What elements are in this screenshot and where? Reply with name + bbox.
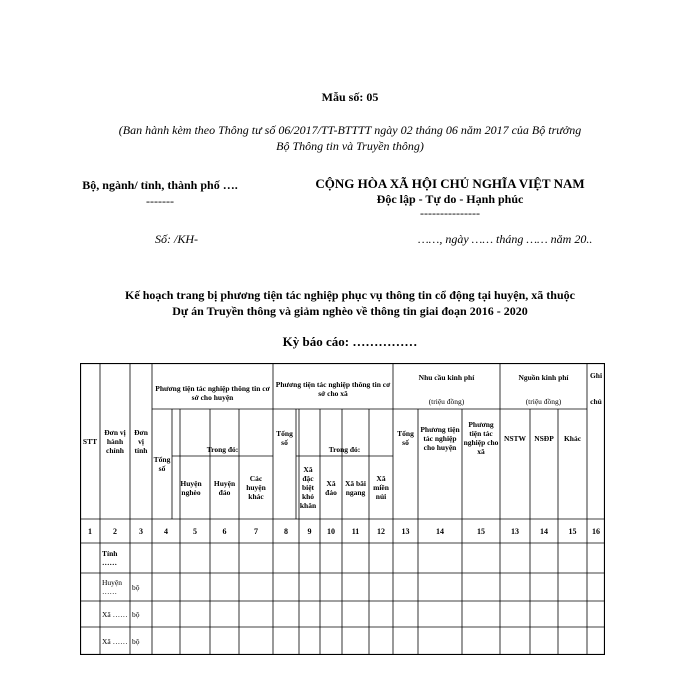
- header-nstw: NSTW: [503, 433, 527, 443]
- header-notes-1: Ghi: [589, 370, 603, 380]
- header-funding-need: Nhu cầu kinh phí: [418, 372, 475, 382]
- header-poor-district: Huyện nghèo: [180, 478, 202, 497]
- header-need-district-equipment: Phương tiện tác nghiệp cho huyện: [420, 424, 460, 452]
- header-need-total: Tổng số: [397, 429, 414, 447]
- col-number: 10: [327, 526, 335, 536]
- col-number: 7: [254, 526, 258, 536]
- header-unit-admin: Đơn vị hành chính: [104, 427, 126, 455]
- equipment-plan-table: [80, 363, 605, 655]
- document-number: Số: /KH-: [155, 232, 198, 246]
- col-number: 14: [540, 526, 548, 536]
- header-unit-calc: Đơn vị tính: [134, 427, 148, 455]
- header-notes-2: chú: [590, 396, 602, 406]
- header-funding-need-unit: (triệu đồng): [428, 396, 465, 406]
- col-number: 6: [222, 526, 227, 536]
- header-commune-group: Phương tiện tác nghiệp thông tin cơ sở cho xã: [275, 380, 391, 398]
- header-stt: STT: [82, 436, 98, 446]
- col-number: 13: [511, 526, 519, 536]
- col-number: 9: [307, 526, 312, 536]
- col-number: 13: [401, 526, 410, 536]
- row-calc-commune: bộ: [132, 636, 140, 646]
- header-mountain-commune: Xã miền núi: [373, 474, 389, 501]
- col-number: 14: [436, 526, 444, 536]
- header-district-of-which: Trong đó:: [206, 445, 239, 454]
- place-date: ……, ngày …… tháng …… năm 20..: [418, 232, 593, 246]
- row-calc-commune: bộ: [132, 609, 140, 619]
- header-funding-source: Nguồn kinh phí: [518, 372, 569, 382]
- col-number: 1: [88, 526, 92, 536]
- col-number: 4: [164, 526, 168, 536]
- header-funding-source-unit: (triệu đồng): [525, 396, 562, 406]
- agency-separator: -------: [146, 194, 174, 208]
- motto-separator: ---------------: [420, 206, 480, 220]
- plan-title-line2: Dự án Truyền thông và giảm nghèo về thông tin giai đoạn 2016 - 2020: [172, 304, 528, 318]
- col-number: 2: [113, 526, 117, 536]
- header-need-commune-equipment: Phương tiện tác nghiệp cho xã: [463, 420, 499, 456]
- plan-title: [60, 287, 640, 319]
- row-unit-province: Tỉnh ……: [102, 549, 118, 567]
- report-period: Kỳ báo cáo: ……………: [282, 334, 418, 349]
- nation-name: CỘNG HÒA XÃ HỘI CHỦ NGHĨA VIỆT NAM: [315, 176, 585, 191]
- header-coastal-commune: Xã bãi ngang: [344, 478, 367, 497]
- header-other-district: Các huyện khác: [246, 474, 266, 501]
- header-other-source: Khác: [563, 433, 582, 443]
- col-number: 3: [139, 526, 143, 536]
- row-calc-district: bộ: [132, 582, 140, 592]
- header-commune-of-which: Trong đó:: [328, 445, 361, 454]
- header-district-group: Phương tiện tác nghiệp thông tin cơ sở cho huyện: [155, 384, 270, 402]
- col-number: 11: [351, 526, 360, 536]
- header-commune-total: Tổng số: [276, 429, 293, 447]
- national-motto: Độc lập - Tự do - Hạnh phúc: [376, 192, 524, 206]
- issuance-note-line1: (Ban hành kèm theo Thông tư số 06/2017/TT-BTTTT ngày 02 tháng 06 năm 2017 của Bộ trưởng: [118, 123, 582, 137]
- header-island-district: Huyện đảo: [213, 478, 236, 497]
- row-unit-commune: Xã ……: [102, 609, 128, 619]
- header-nsdp: NSĐP: [534, 433, 554, 443]
- col-number: 16: [592, 526, 600, 536]
- header-district-total: Tổng số: [153, 455, 171, 473]
- plan-title-line1: Kế hoạch trang bị phương tiện tác nghiệp phục vụ thông tin cổ động tại huyện, xã thuộc: [125, 288, 575, 302]
- issuance-note-line2: Bộ Thông tin và Truyền thông): [276, 139, 424, 153]
- row-unit-district: Huyện ……: [102, 578, 122, 596]
- col-number: 15: [477, 526, 485, 536]
- col-number: 8: [284, 526, 288, 536]
- col-number: 15: [568, 526, 577, 536]
- form-number: Mẫu số: 05: [321, 90, 379, 104]
- issuance-note: [70, 122, 630, 154]
- col-number: 5: [193, 526, 197, 536]
- agency-name: Bộ, ngành/ tỉnh, thành phố ….: [82, 178, 238, 192]
- header-special-commune: Xã đặc biệt khó khăn: [299, 465, 317, 510]
- col-number: 12: [377, 526, 385, 536]
- row-unit-commune: Xã ……: [102, 636, 128, 646]
- header-island-commune: Xã đảo: [325, 478, 337, 497]
